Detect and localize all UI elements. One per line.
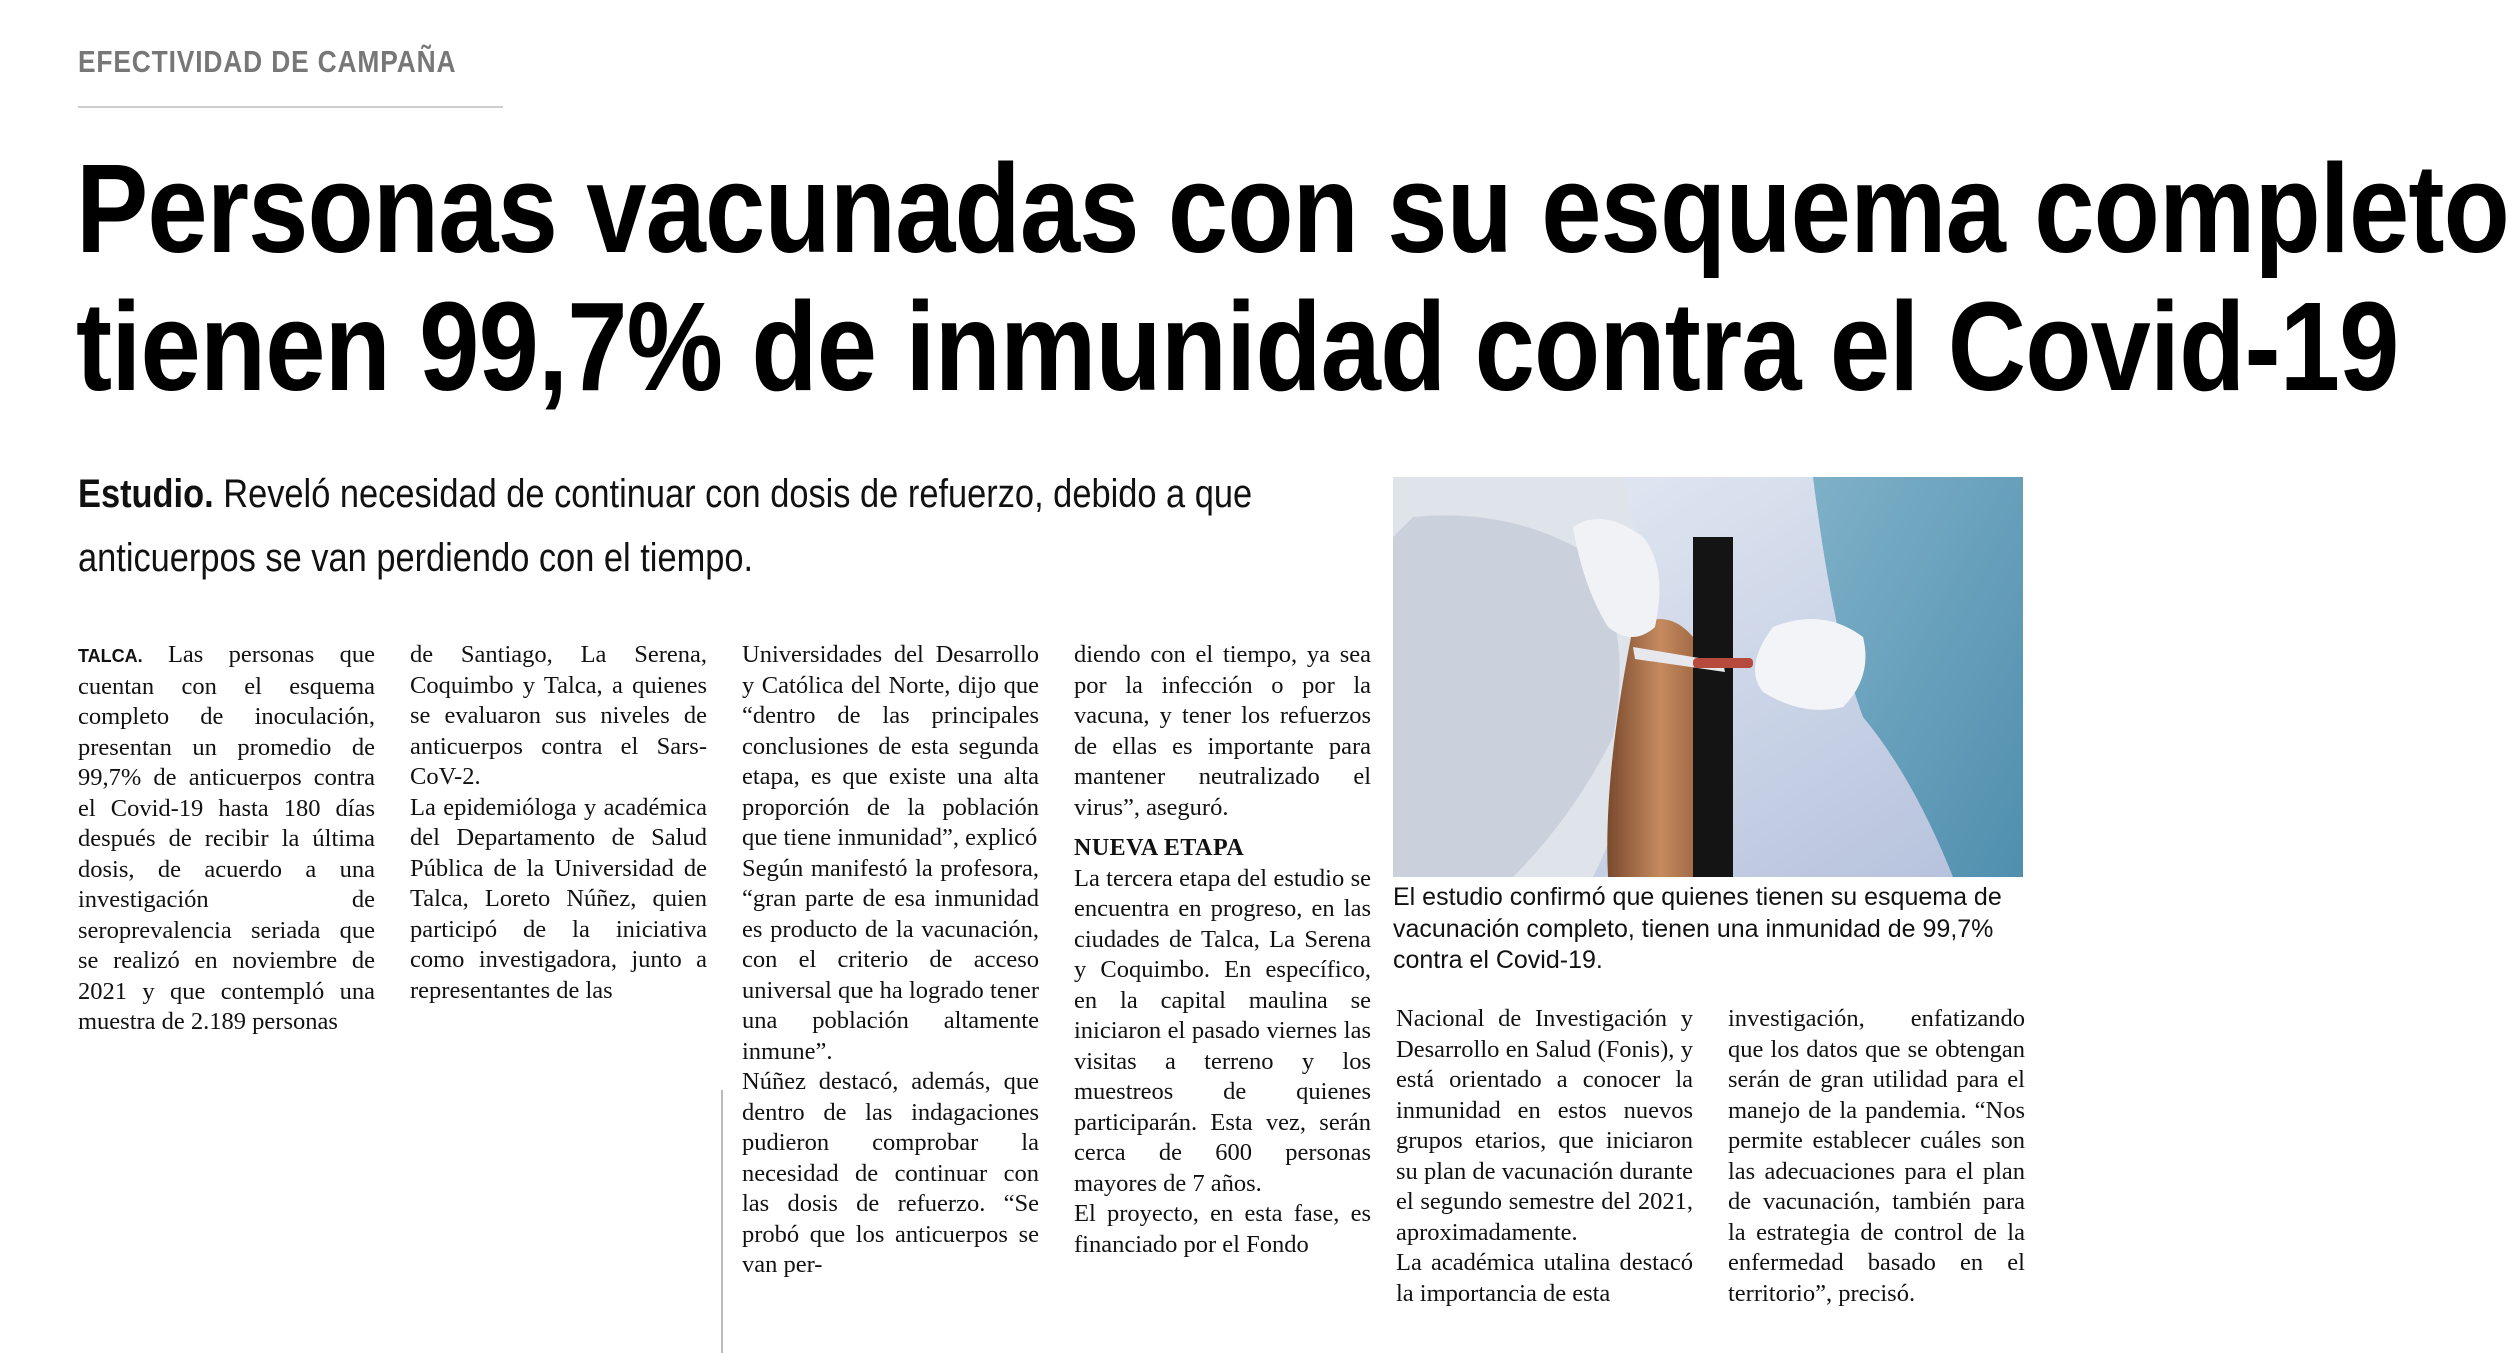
column-6-paragraph-1: investigación, enfatizando que los datos que se obtengan serán de gran utilidad para el manejo de la pandemia. “Nos permite establecer cuáles son las adecuaciones para el plan de vacunación, también para la estrategia de control de la enfermedad basado en el territorio”, precisó.: [1728, 1005, 2025, 1307]
column-5-paragraph-1: Nacional de Investigación y Desarrollo en Salud (Fonis), y está orientado a conocer la inmunidad en estos nuevos grupos etarios, que iniciaron su plan de vacunación durante el segundo semestre del 2021, aproximadamente.: [1396, 1005, 1693, 1246]
photo-caption: El estudio confirmó que quienes tienen su esquema de vacunación completo, tienen una inmunidad de 99,7% contra el Covid-19.: [1393, 883, 2002, 974]
kicker-divider: [78, 106, 503, 108]
vaccination-photo-illustration: [1393, 477, 2023, 877]
article-column-3: [742, 640, 1039, 1281]
column-4-paragraph-1: diendo con el tiempo, ya sea por la infección o por la vacuna, y tener los refuerzos de ellas es importante para mantener neutralizado el virus”, aseguró.: [1074, 641, 1371, 821]
headline-line-2: tienen 99,7% de inmunidad contra el Covid-19: [76, 276, 2399, 417]
article-column-1: [78, 640, 375, 1038]
column-4-paragraph-3: El proyecto, en esta fase, es financiado por el Fondo: [1074, 1200, 1371, 1258]
article-column-5: [1396, 1004, 1693, 1309]
column-2-paragraph-2: La epidemióloga y académica del Departamento de Salud Pública de la Universidad de Talca, Loreto Núñez, quien participó de la iniciativa como investigadora, junto a representantes de las: [410, 793, 707, 1004]
headline: [76, 138, 2509, 417]
headline-line-1: Personas vacunadas con su esquema completo: [76, 138, 2509, 279]
vaccination-photo: [1393, 477, 2023, 877]
column-4-paragraph-2: La tercera etapa del estudio se encuentra en progreso, en las ciudades de Talca, La Serena y Coquimbo. En específico, en la capital maulina se iniciaron el pasado viernes las visitas a terreno y los muestreos de quienes participarán. Esta vez, serán cerca de 600 personas mayores de 7 años.: [1074, 864, 1371, 1197]
column-5-paragraph-2: La académica utalina destacó la importancia de esta: [1396, 1249, 1693, 1307]
column-2-paragraph-1: de Santiago, La Serena, Coquimbo y Talca, a quienes se evaluaron sus niveles de anticuerpos contra el Sars-CoV-2.: [410, 641, 707, 790]
deck: [78, 462, 1368, 590]
column-divider: [721, 1090, 723, 1353]
article-column-6: [1728, 1004, 2025, 1309]
section-kicker: EFECTIVIDAD DE CAMPAÑA: [78, 44, 457, 79]
article-column-4: [1074, 640, 1371, 1260]
column-1-paragraph: [78, 640, 375, 1038]
subhead-nueva-etapa: NUEVA ETAPA: [1074, 835, 1245, 861]
column-3-paragraph-1: Universidades del Desarrollo y Católica del Norte, dijo que “dentro de las principales conclusiones de esta segunda etapa, es que existe una alta proporción de la población que tiene inmunidad”, explicó: [742, 641, 1039, 851]
column-1-text: Las personas que cuentan con el esquema completo de inoculación, presentan un promedio de 99,7% de anticuerpos contra el Covid-19 hasta 180 días después de recibir la última dosis, de acuerdo a una investigación de seroprevalencia seriada que se realizó en noviembre de 2021 y que contempló una muestra de 2.189 personas: [78, 641, 375, 1035]
deck-text: Reveló necesidad de continuar con dosis de refuerzo, debido a que anticuerpos se van perdiendo con el tiempo.: [78, 472, 1253, 580]
dateline: TALCA.: [78, 646, 143, 666]
column-3-paragraph-3: Núñez destacó, además, que dentro de las indagaciones pudieron comprobar la necesidad de continuar con las dosis de refuerzo. “Se probó que los anticuerpos se van per-: [742, 1068, 1039, 1278]
article-column-2: [410, 640, 707, 1006]
column-3-paragraph-2: Según manifestó la profesora, “gran parte de esa inmunidad es producto de la vacunación, con el criterio de acceso universal que ha logrado tener una población altamente inmune”.: [742, 854, 1039, 1065]
deck-label: Estudio.: [78, 472, 214, 516]
